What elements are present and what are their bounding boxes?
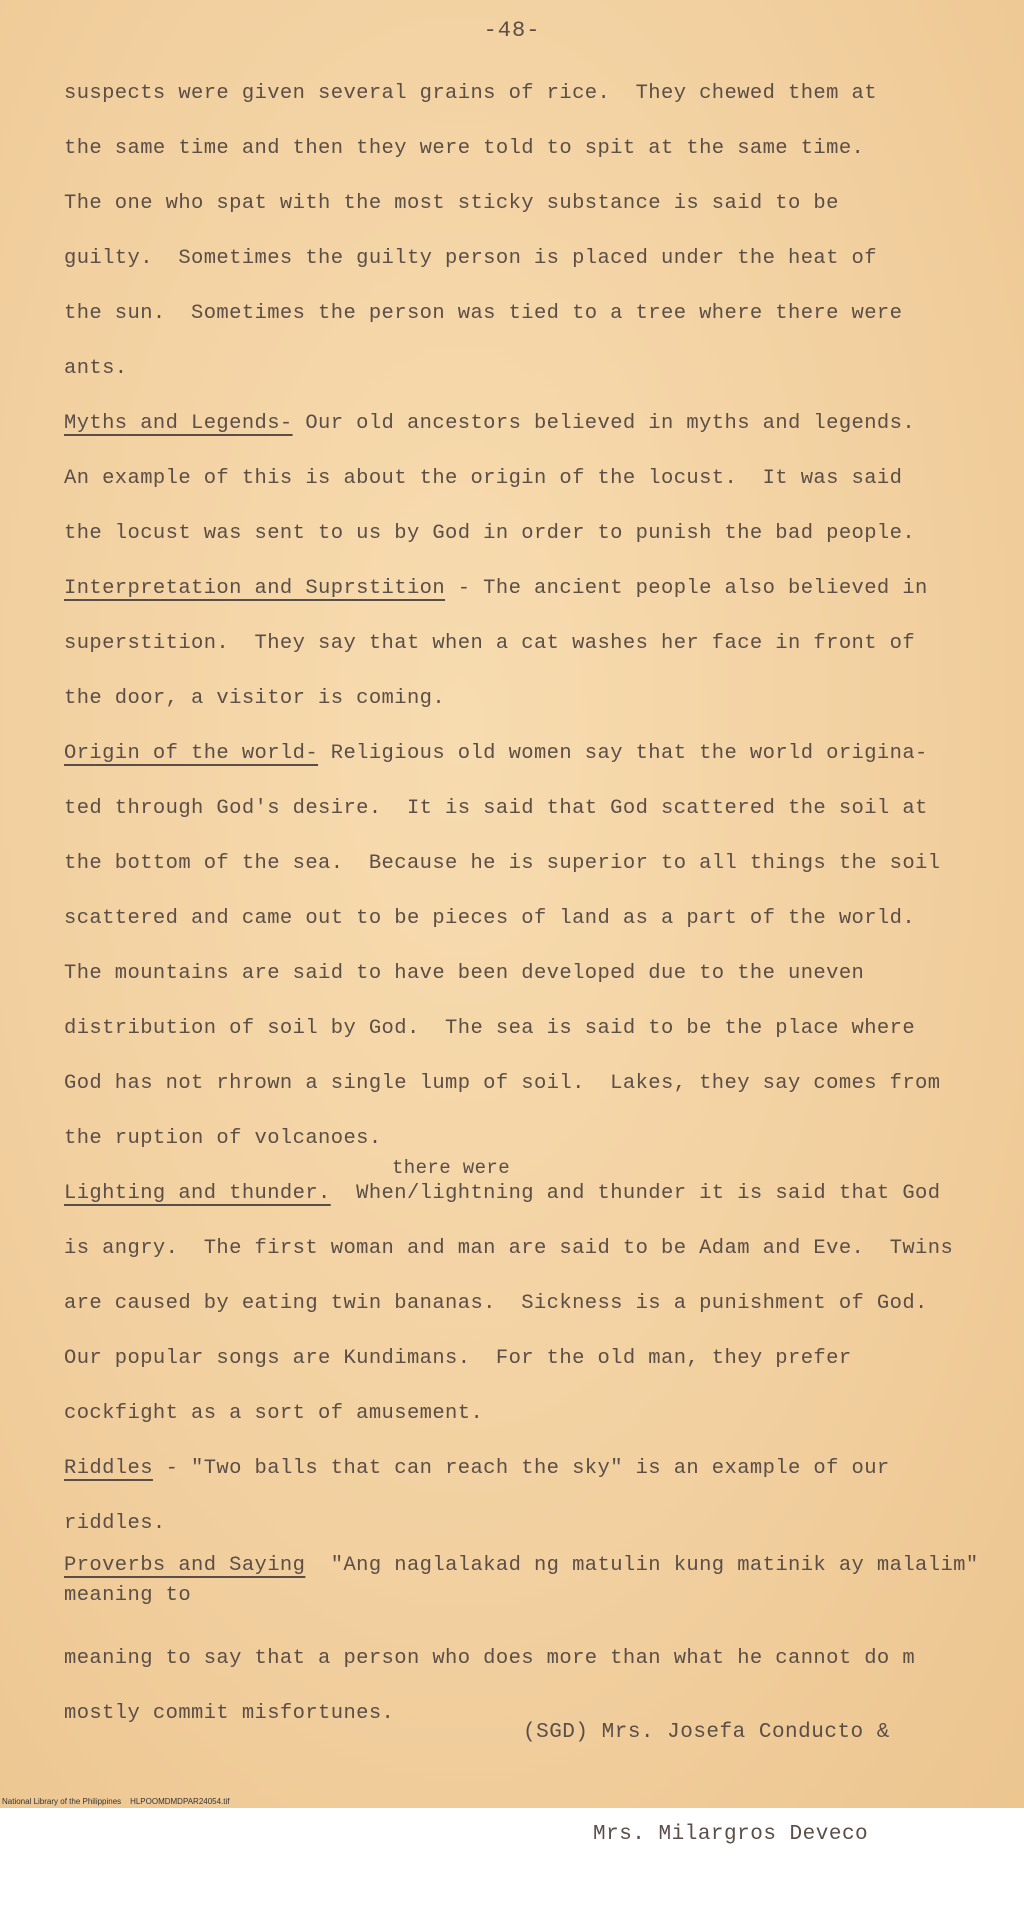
section-myths-first-line bbox=[64, 396, 964, 451]
text-line: the sun. Sometimes the person was tied to a tree where there were bbox=[64, 302, 903, 325]
section-superstition-first-line bbox=[64, 561, 964, 616]
heading-proverbs-and-saying: Proverbs and Saying bbox=[64, 1554, 306, 1577]
text-line: God has not rhrown a single lump of soil. Lakes, they say comes from bbox=[64, 1072, 941, 1095]
archive-footer: National Library of the Philippines HLPOOMDMDPAR24054.tif bbox=[2, 1797, 230, 1806]
text-line: riddles. bbox=[64, 1512, 166, 1535]
signature-line-1: (SGD) Mrs. Josefa Conducto & bbox=[523, 1721, 890, 1744]
text-fragment: Religious old women say that the world origina- bbox=[318, 742, 928, 765]
section-riddles-first-line bbox=[64, 1441, 964, 1496]
text-fragment: When/lightning and thunder it is said that God bbox=[330, 1182, 941, 1205]
signature-line-2: Mrs. Milargros Deveco bbox=[593, 1823, 869, 1846]
text-line: meaning to say that a person who does more than what he cannot do m bbox=[64, 1647, 916, 1670]
text-line: scattered and came out to be pieces of land as a part of the world. bbox=[64, 907, 916, 930]
text-line: cockfight as a sort of amusement. bbox=[64, 1402, 484, 1425]
text-line: the same time and then they were told to spit at the same time. bbox=[64, 137, 865, 160]
text-line: the ruption of volcanoes. bbox=[64, 1127, 382, 1150]
text-line: An example of this is about the origin of the locust. It was said bbox=[64, 467, 903, 490]
heading-myths-and-legends: Myths and Legends- bbox=[64, 412, 293, 435]
text-line: are caused by eating twin bananas. Sickness is a punishment of God. bbox=[64, 1292, 928, 1315]
section-proverbs-first-line bbox=[64, 1551, 979, 1581]
section-origin-first-line bbox=[64, 726, 964, 781]
text-line: the locust was sent to us by God in order to punish the bad people. bbox=[64, 522, 916, 545]
text-line: meaning to bbox=[64, 1584, 192, 1607]
text-line: The mountains are said to have been developed due to the uneven bbox=[64, 962, 865, 985]
text-line: guilty. Sometimes the guilty person is placed under the heat of bbox=[64, 247, 877, 270]
heading-origin-of-the-world: Origin of the world- bbox=[64, 742, 319, 765]
text-line: the bottom of the sea. Because he is superior to all things the soil bbox=[64, 852, 941, 875]
text-line: ted through God's desire. It is said that God scattered the soil at bbox=[64, 797, 928, 820]
handwritten-insertion: there were bbox=[392, 1157, 511, 1179]
text-line: mostly commit misfortunes. bbox=[64, 1702, 395, 1725]
text-line: is angry. The first woman and man are said to be Adam and Eve. Twins bbox=[64, 1237, 954, 1260]
text-line: ants. bbox=[64, 357, 128, 380]
document-body bbox=[64, 66, 979, 1741]
text-line: The one who spat with the most sticky substance is said to be bbox=[64, 192, 839, 215]
heading-riddles: Riddles bbox=[64, 1457, 153, 1480]
text-line: the door, a visitor is coming. bbox=[64, 687, 446, 710]
text-line: suspects were given several grains of rice. They chewed them at bbox=[64, 82, 877, 105]
heading-lightning-and-thunder: Lighting and thunder. bbox=[64, 1182, 331, 1205]
text-line: Our popular songs are Kundimans. For the old man, they prefer bbox=[64, 1347, 852, 1370]
text-fragment: - "Two balls that can reach the sky" is an example of our bbox=[152, 1457, 890, 1480]
signature-block bbox=[523, 1648, 890, 1920]
page-number: -48- bbox=[483, 18, 541, 43]
text-line: superstition. They say that when a cat washes her face in front of bbox=[64, 632, 916, 655]
section-lightning-first-line bbox=[64, 1157, 964, 1221]
text-fragment: Our old ancestors believed in myths and legends. bbox=[292, 412, 916, 435]
text-fragment: - The ancient people also believed in bbox=[445, 577, 928, 600]
heading-interpretation-and-superstition: Interpretation and Suprstition bbox=[64, 577, 446, 600]
text-line: distribution of soil by God. The sea is said to be the place where bbox=[64, 1017, 916, 1040]
text-fragment: "Ang naglalakad ng matulin kung matinik ay malalim" bbox=[305, 1554, 979, 1577]
